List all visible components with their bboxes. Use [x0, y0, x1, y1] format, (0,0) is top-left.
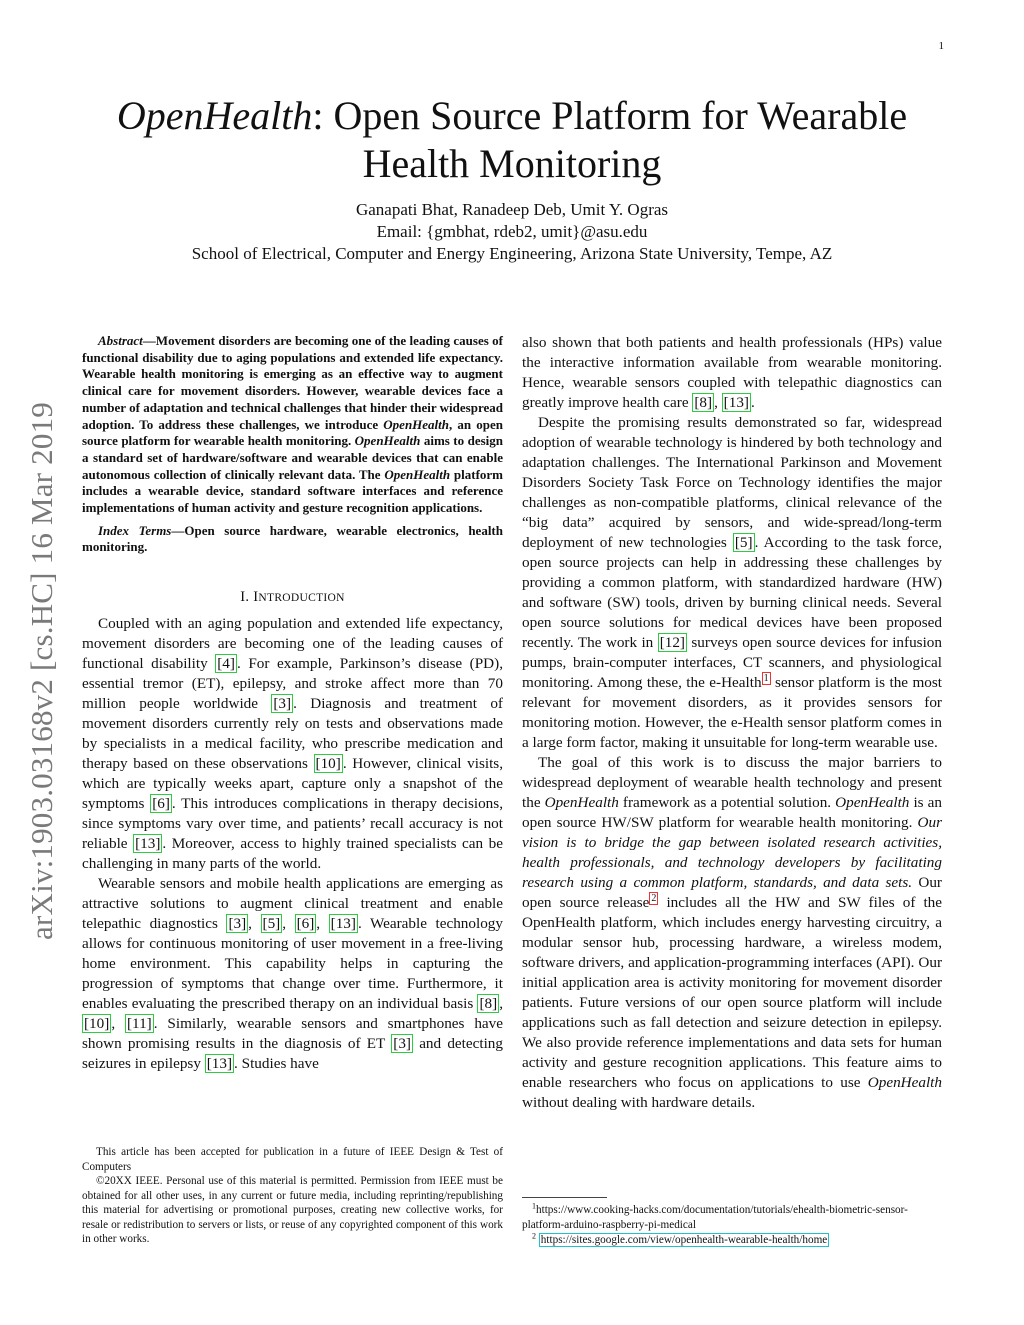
footnote-mark: 2: [532, 1231, 536, 1241]
text-run: also shown that both patients and health professionals (HPs) value the interactive information available from wearable monitoring. Hence, wearable sensors coupled with telepathic diagnostics can greatly improve health care: [522, 334, 942, 411]
text-run: surveys open source devices for infusion pumps, brain-computer interfaces, CT scanners, and physiological monitoring. Among these, the e-Health: [522, 634, 942, 691]
abstract: [82, 333, 503, 517]
copyright-note: ©20XX IEEE. Personal use of this material is permitted. Permission from IEEE must be obtained for all other uses, in any current or future media, including reprinting/republishing this material for advertising or promotional purposes, creating new collective works, for resale or redistribution to servers or lists, or reuse of any copyrighted component of this work in other works.: [82, 1175, 503, 1245]
text-run: framework as a potential solution.: [618, 794, 836, 811]
citation-link[interactable]: [13]: [206, 1055, 233, 1073]
paper-title: [80, 92, 944, 188]
text-run: . This introduces complications in therapy decisions, since symptoms vary over time, and patients’ recall accuracy is not reliable: [82, 795, 503, 853]
citation-link[interactable]: [3]: [273, 695, 292, 713]
vision-statement: Our vision is to bridge the gap between isolated research activities, health professionals, and technology developers by facilitating research using a common platform, standards, and data sets.: [522, 814, 942, 891]
section-title-cap: I: [253, 589, 259, 606]
citation-link[interactable]: [13]: [723, 394, 749, 411]
text-run: . Studies have: [234, 1055, 319, 1073]
abstract-text: platform includes a wearable device, standard software interfaces and reference implementations of human activity and gesture recognition applications.: [82, 466, 503, 516]
text-run: The goal of this work is to discuss the major barriers to widespread deployment of wearable health technology and present the: [522, 754, 942, 811]
abstract-platform-name: OpenHealth: [354, 433, 421, 449]
citation-link[interactable]: [10]: [84, 1015, 110, 1033]
citation-link[interactable]: [6]: [152, 795, 170, 813]
text-run: ,: [282, 915, 295, 933]
abstract-text: aims to design a standard set of hardware/software and wearable devices that can enable autonomous collection of clinically relevant data. The: [82, 433, 503, 482]
citation-link[interactable]: [8]: [694, 394, 713, 411]
footnote-mark: 1: [532, 1201, 536, 1211]
intro-paragraph-3: [522, 333, 942, 413]
platform-name: OpenHealth: [544, 794, 619, 811]
text-run: . Wearable technology allows for continuous monitoring of user movement in a free-living home environment. This capability helps in capturing the progression of symptoms that change over time. Furthermore, it enables evaluating the prescribed therapy on an individual basis: [82, 915, 503, 1013]
text-run: . For example, Parkinson’s disease (PD), essential tremor (ET), epilepsy, and stroke affect more than 70 million people worldwide: [82, 655, 504, 713]
title-italic-part: OpenHealth: [116, 93, 313, 138]
intro-paragraph-4: [522, 413, 942, 753]
citation-link[interactable]: [8]: [479, 995, 498, 1013]
section-title-rest: NTRODUCTION: [258, 592, 345, 605]
publication-note: [82, 1145, 503, 1247]
text-run: ,: [714, 394, 722, 411]
footnote-url[interactable]: https://www.cooking-hacks.com/documentation/tutorials/ehealth-biometric-sensor-platform-arduino-raspberry-pi-medical: [522, 1204, 908, 1231]
title-rest: : Open Source Platform for Wearable Health Monitoring: [312, 93, 908, 186]
text-run: Despite the promising results demonstrated so far, widespread adoption of wearable technology is hindered by both technology and adaptation challenges. The International Parkinson and Movement Disorders Society Task Force on Technology identifies the major challenges as non-compatible platforms, clinical relevance of the “big data” acquired by sensors, and wide-spread/long-term deployment of new technologies: [522, 414, 942, 551]
footnote-url-link[interactable]: https://sites.google.com/view/openhealth-wearable-health/home: [540, 1234, 828, 1246]
footnotes: [522, 1203, 942, 1248]
intro-paragraph-2: [82, 874, 503, 1074]
text-run: Our open source release: [522, 874, 942, 911]
citation-link[interactable]: [5]: [262, 915, 281, 933]
section-heading-introduction: [82, 587, 503, 608]
text-run: . Diagnosis and treatment of movement disorders currently rely on tests and observations made by specialists in a medical facility, who prescribe medication and therapy based on these observations: [82, 695, 503, 773]
intro-paragraph-5: [522, 753, 942, 1113]
left-column: [82, 333, 503, 1074]
page-number: 1: [938, 40, 944, 52]
footnote-2: [522, 1233, 942, 1248]
footnote-link[interactable]: 1: [763, 672, 769, 684]
text-run: ,: [499, 995, 503, 1013]
text-run: . According to the task force, open source projects can help in addressing these challenges by providing a common platform, with standardized hardware (HW) and software (SW) tools, driven by burning clinical needs. Several open source solutions for medical devices have been proposed recently. The work in: [522, 534, 942, 651]
index-terms: [82, 523, 503, 556]
citation-link[interactable]: [3]: [228, 915, 247, 933]
text-run: ,: [248, 915, 261, 933]
text-run: and detecting seizures in epilepsy: [82, 1035, 503, 1073]
authors: Ganapati Bhat, Ranadeep Deb, Umit Y. Ogras: [355, 200, 669, 219]
abstract-platform-name: OpenHealth: [384, 466, 451, 482]
citation-link[interactable]: [3]: [393, 1035, 411, 1053]
affiliation: School of Electrical, Computer and Energy Engineering, Arizona State University, Tempe, AZ: [191, 244, 833, 263]
acceptance-note: This article has been accepted for publication in a future of IEEE Design & Test of Computers: [82, 1146, 503, 1173]
citation-link[interactable]: [4]: [217, 655, 235, 673]
intro-paragraph-1: [82, 614, 503, 874]
text-run: ,: [111, 1015, 125, 1033]
index-terms-label: Index Terms: [98, 522, 172, 538]
text-run: . However, clinical visits, which are typically weeks apart, capture only a snapshot of the symptoms: [82, 755, 504, 813]
abstract-text: , an open source platform for wearable health monitoring.: [82, 416, 503, 449]
abstract-platform-name: OpenHealth: [383, 416, 450, 432]
platform-name: OpenHealth: [835, 794, 910, 811]
text-run: includes all the HW and SW files of the OpenHealth platform, which includes energy harvesting circuitry, a modular sensor hub, processing hardware, a wireless modem, software drivers, and application-programming interfaces (API). Our initial application area is activity monitoring for movement disorder patients. Future versions of our open source platform will include applications such as fall detection and seizure detection in epilepsy. We also provide reference implementations and data sets for human activity and gesture recognition applications. This feature aims to enable researchers who focus on applications to use: [522, 894, 942, 1091]
footnote-link[interactable]: 2: [651, 892, 657, 904]
text-run: Coupled with an aging population and extended life expectancy, movement disorders are becoming one of the leading causes of functional disability: [82, 615, 503, 673]
citation-link[interactable]: [11]: [126, 1015, 152, 1033]
text-run: . Similarly, wearable sensors and smartphones have shown promising results in the diagnosis of ET: [82, 1015, 503, 1053]
citation-link[interactable]: [10]: [315, 755, 341, 773]
citation-link[interactable]: [6]: [296, 915, 315, 933]
text-run: .: [750, 394, 755, 411]
footnote-1: [522, 1203, 942, 1233]
text-run: ,: [316, 915, 329, 933]
citation-link[interactable]: [13]: [135, 835, 161, 853]
section-numeral: I.: [240, 589, 250, 606]
text-run: is an open source HW/SW platform for wearable health monitoring.: [522, 794, 942, 831]
abstract-label: Abstract: [98, 333, 143, 348]
index-terms-text: —Open source hardware, wearable electronics, health monitoring.: [82, 522, 503, 555]
footnote-divider: [522, 1197, 607, 1198]
platform-name: OpenHealth: [867, 1074, 942, 1091]
text-run: without dealing with hardware details.: [522, 1094, 756, 1111]
citation-link[interactable]: [5]: [734, 534, 753, 551]
right-column: [522, 333, 942, 1113]
text-run: Wearable sensors and mobile health applications are emerging as attractive solutions to augment clinical treatment and enable telepathic diagnostics: [82, 875, 503, 933]
citation-link[interactable]: [13]: [330, 915, 356, 933]
abstract-text: —Movement disorders are becoming one of the leading causes of functional disability due to aging populations and extended life expectancy. Wearable health monitoring is emerging as an effective way to augment clinical care for movement disorders. However, wearable devices face a number of adaptation and technical challenges that hinder their widespread adoption. To address these challenges, we introduce: [82, 333, 503, 432]
citation-link[interactable]: [12]: [659, 634, 685, 651]
author-email: Email: {gmbhat, rdeb2, umit}@asu.edu: [376, 222, 648, 241]
text-run: . Moreover, access to highly trained specialists can be challenging in many parts of the world.: [82, 835, 503, 873]
text-run: sensor platform is the most relevant for movement disorders, as it provides sensors for monitoring motion. However, the e-Health sensor platform comes in a large form factor, making it unsuitable for long-term wearable use.: [522, 674, 943, 751]
arxiv-stamp: arXiv:1903.03168v2 [cs.HC] 16 Mar 2019: [24, 402, 59, 940]
